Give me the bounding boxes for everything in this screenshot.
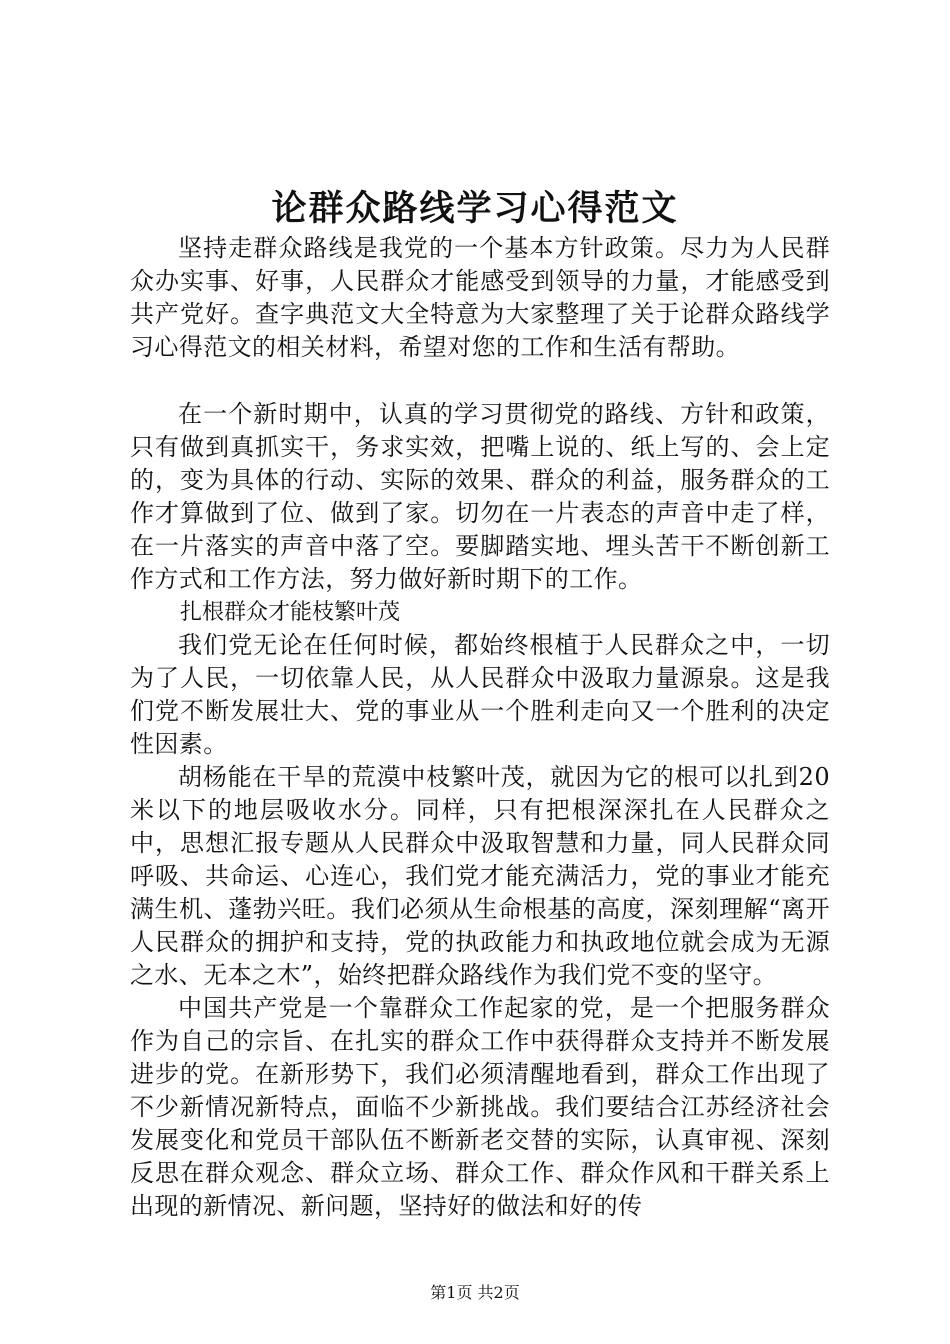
document-title: 论群众路线学习心得范文 xyxy=(271,188,679,229)
body-paragraph: 我们党无论在任何时候，都始终根植于人民群众之中，一切为了人民，一切依靠人民，从人民群众中汲取力量源泉。这是我们党不断发展壮大、党的事业从一个胜利走向又一个胜利的决定性因素。 xyxy=(130,631,830,758)
body-paragraph: 胡杨能在干旱的荒漠中枝繁叶茂，就因为它的根可以扎到20米以下的地层吸收水分。同样，只有把根深深扎在人民群众之中，思想汇报专题从人民群众中汲取智慧和力量，同人民群众同呼吸、共命运、心连心，我们党才能充满活力，党的事业才能充满生机、蓬勃兴旺。我们必须从生命根基的高度，深刻理解“离开人民群众的拥护和支持，党的执政能力和执政地位就会成为无源之水、无本之木”，始终把群众路线作为我们党不变的坚守。 xyxy=(130,763,830,989)
document-body xyxy=(130,232,830,1223)
page-footer: 第1页 共2页 xyxy=(430,1283,520,1302)
intro-paragraph: 坚持走群众路线是我党的一个基本方针政策。尽力为人民群众办实事、好事，人民群众才能感受到领导的力量，才能感受到共产党好。查字典范文大全特意为大家整理了关于论群众路线学习心得范文的相关材料，希望对您的工作和生活有帮助。 xyxy=(130,234,830,361)
paragraph-spacer xyxy=(130,364,830,398)
body-paragraph: 中国共产党是一个靠群众工作起家的党，是一个把服务群众作为自己的宗旨、在扎实的群众工作中获得群众支持并不断发展进步的党。在新形势下，我们必须清醒地看到，群众工作出现了不少新情况新特点，面临不少新挑战。我们要结合江苏经济社会发展变化和党员干部队伍不断新老交替的实际，认真审视、深刻反思在群众观念、群众立场、群众工作、群众作风和干群关系上出现的新情况、新问题，坚持好的做法和好的传 xyxy=(130,994,830,1220)
body-paragraph: 在一个新时期中，认真的学习贯彻党的路线、方针和政策，只有做到真抓实干，务求实效，把嘴上说的、纸上写的、会上定的，变为具体的行动、实际的效果、群众的利益，服务群众的工作才算做到了位、做到了家。切勿在一片表态的声音中走了样，在一片落实的声音中落了空。要脚踏实地、埋头苦干不断创新工作方式和工作方法，努力做好新时期下的工作。 xyxy=(130,400,830,593)
section-heading: 扎根群众才能枝繁叶茂 xyxy=(180,600,401,625)
